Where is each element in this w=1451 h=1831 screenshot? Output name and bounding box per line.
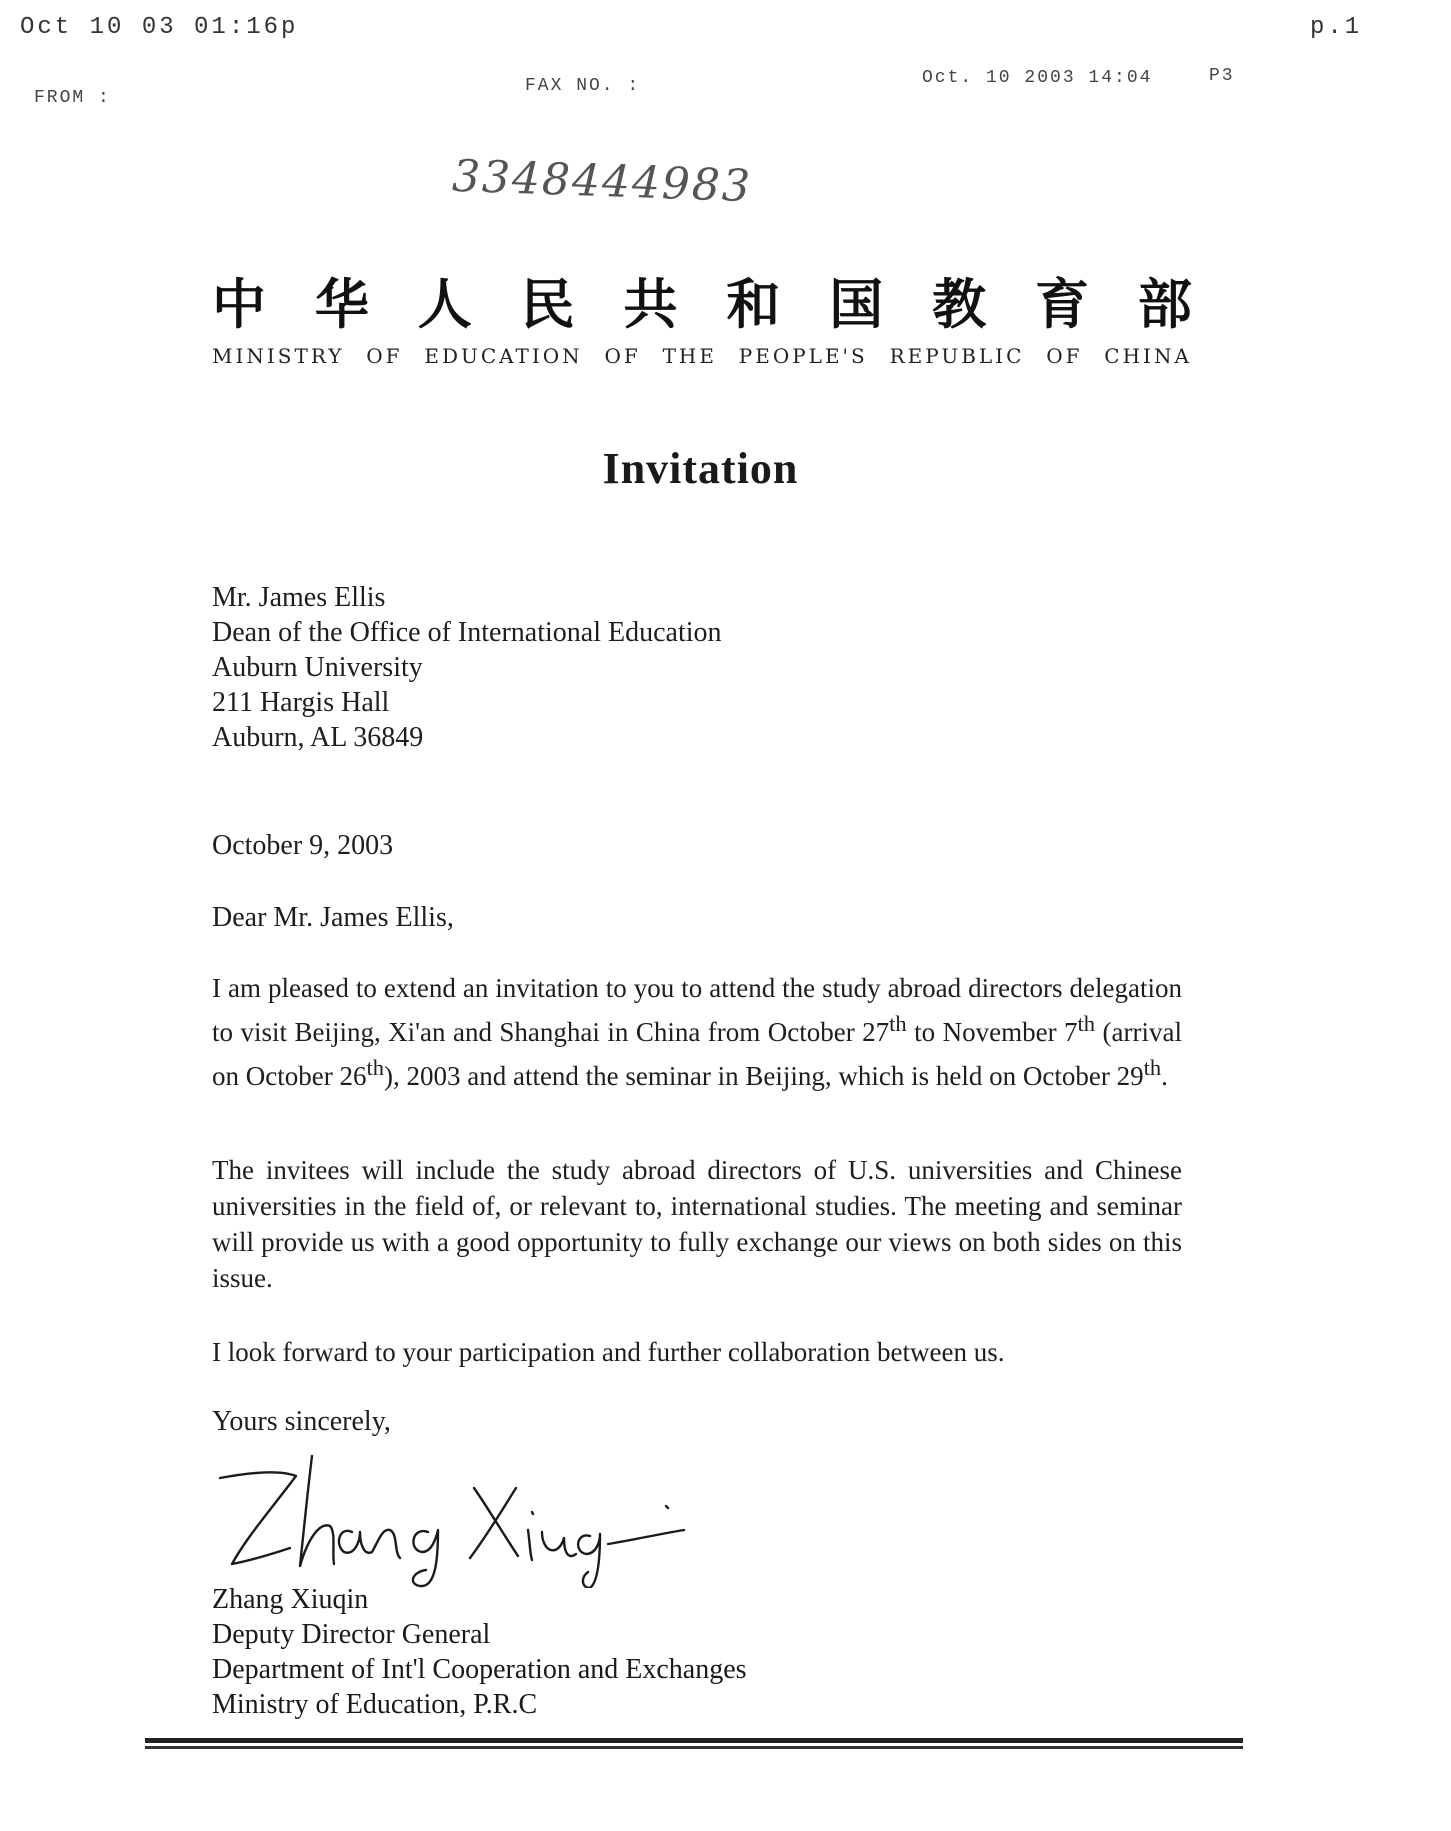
fax-number-label: FAX NO. : bbox=[525, 76, 641, 96]
document-title: Invitation bbox=[602, 444, 799, 493]
handwritten-phone-number: 3348444983 bbox=[451, 150, 753, 213]
letterhead-chinese-char: 中 bbox=[212, 273, 266, 336]
recipient-address-line1: 211 Hargis Hall bbox=[212, 687, 390, 718]
recipient-address-line2: Auburn, AL 36849 bbox=[212, 722, 424, 753]
letterhead-chinese-char: 育 bbox=[1035, 273, 1089, 336]
letterhead-english-word: CHINA bbox=[1104, 344, 1192, 368]
fax-received-page: P3 bbox=[1209, 66, 1235, 86]
recipient-institution: Auburn University bbox=[212, 652, 423, 683]
body-paragraph-3: I look forward to your participation and further collaboration between us. bbox=[212, 1337, 1005, 1367]
fax-received-timestamp: Oct. 10 2003 14:04 bbox=[922, 68, 1153, 88]
letterhead-chinese-char: 人 bbox=[417, 273, 472, 336]
letter-date: October 9, 2003 bbox=[212, 830, 394, 861]
signatory-department: Department of Int'l Cooperation and Exchanges bbox=[212, 1654, 747, 1685]
letterhead-english-word: REPUBLIC bbox=[889, 344, 1025, 368]
salutation: Dear Mr. James Ellis, bbox=[212, 902, 454, 933]
fax-page-number: p.1 bbox=[1310, 14, 1363, 41]
signatory-ministry: Ministry of Education, P.R.C bbox=[212, 1689, 538, 1720]
signatory-block bbox=[212, 1582, 747, 1722]
footer-rule-thin bbox=[145, 1746, 1243, 1749]
body-paragraph-1: I am pleased to extend an invitation to you to attend the study abroad directors delegation to visit Beijing, Xi'an and Shanghai in China from October 27th to November 7th (arrival on October 26th), 2003 and attend the seminar in Beijing, which is held on October 29th. bbox=[212, 973, 1182, 1091]
signatory-name: Zhang Xiuqin bbox=[212, 1584, 369, 1615]
letterhead-english-word: OF bbox=[1046, 344, 1083, 368]
letterhead-english-name bbox=[212, 344, 1192, 368]
letterhead-chinese-char: 华 bbox=[314, 273, 369, 336]
body-paragraph-2: The invitees will include the study abroad directors of U.S. universities and Chinese universities in the field of, or relevant to, international studies. The meeting and seminar will provide us with a good opportunity to fully exchange our views on both sides on this issue. bbox=[212, 1155, 1182, 1293]
signatory-title: Deputy Director General bbox=[212, 1619, 491, 1650]
recipient-position: Dean of the Office of International Education bbox=[212, 617, 722, 648]
letterhead-chinese-char: 共 bbox=[623, 273, 678, 336]
handwritten-signature bbox=[212, 1448, 692, 1588]
letterhead-chinese-char: 部 bbox=[1137, 273, 1192, 336]
fax-from-label: FROM : bbox=[34, 88, 111, 108]
letterhead-chinese-char: 教 bbox=[932, 273, 987, 336]
letterhead-english-word: THE bbox=[662, 344, 717, 368]
footer-rule-thick bbox=[145, 1738, 1243, 1743]
letterhead-english-word: MINISTRY bbox=[212, 344, 345, 368]
letterhead-english-word: PEOPLE'S bbox=[738, 344, 868, 368]
letterhead-chinese-char: 和 bbox=[726, 273, 781, 336]
fax-transmit-timestamp: Oct 10 03 01:16p bbox=[20, 14, 299, 41]
letterhead-english-word: OF bbox=[604, 344, 641, 368]
letterhead-chinese-name bbox=[212, 262, 1192, 339]
recipient-name: Mr. James Ellis bbox=[212, 582, 386, 613]
letterhead-english-word: EDUCATION bbox=[424, 344, 583, 368]
letterhead-english-word: OF bbox=[366, 344, 403, 368]
letterhead-chinese-char: 民 bbox=[520, 273, 575, 336]
letterhead-chinese-char: 国 bbox=[829, 273, 884, 336]
recipient-address-block bbox=[212, 580, 722, 755]
closing: Yours sincerely, bbox=[212, 1406, 391, 1437]
